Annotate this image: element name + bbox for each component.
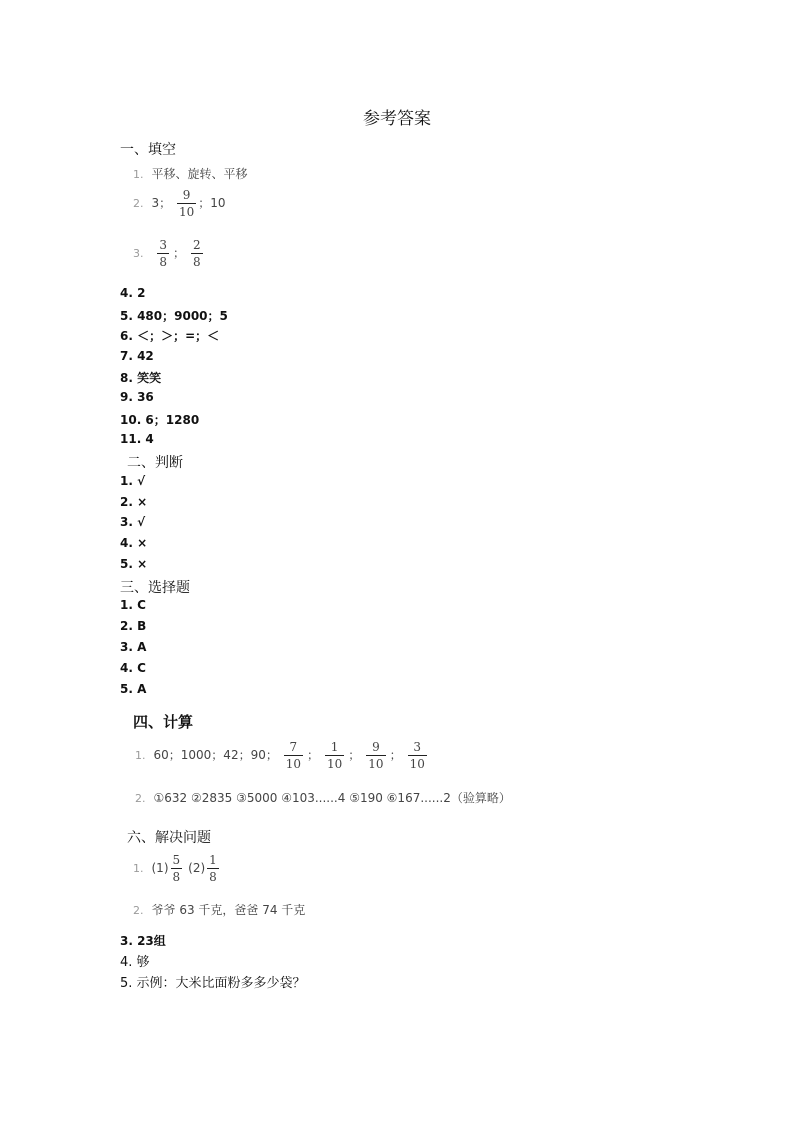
item-number: 3. bbox=[133, 247, 144, 260]
page-title: 参考答案 bbox=[363, 109, 431, 129]
denominator: 10 bbox=[409, 757, 425, 771]
item-number: 2. bbox=[133, 197, 144, 210]
separator: ； bbox=[306, 748, 319, 762]
item-text: (1) bbox=[151, 861, 169, 875]
fill-blank-item-9: 9. 36 bbox=[120, 390, 154, 404]
fraction bbox=[366, 740, 385, 771]
section-heading-judge: 二、判断 bbox=[127, 455, 183, 471]
fill-blank-item-11: 11. 4 bbox=[120, 432, 154, 446]
item-number: 1. bbox=[133, 168, 144, 181]
fill-blank-item-6: 6. ＜；＞；=；＜ bbox=[120, 329, 220, 343]
denominator: 10 bbox=[178, 205, 195, 219]
numerator: 1 bbox=[209, 853, 217, 867]
numerator: 3 bbox=[413, 740, 422, 754]
judge-item-4: 4. × bbox=[120, 536, 148, 550]
denominator: 10 bbox=[368, 757, 384, 771]
choice-item-3: 3. A bbox=[120, 640, 147, 654]
judge-item-1: 1. √ bbox=[120, 474, 146, 488]
numerator: 1 bbox=[330, 740, 339, 754]
section-heading-calculate: 四、计算 bbox=[133, 713, 194, 731]
solve-item-4: 4. 够 bbox=[120, 955, 150, 970]
separator: ； bbox=[348, 748, 361, 762]
numerator: 2 bbox=[192, 238, 201, 252]
fraction bbox=[284, 740, 303, 771]
item-text: ；10 bbox=[198, 196, 226, 210]
item-number: 2. bbox=[133, 904, 144, 917]
separator: ； bbox=[389, 748, 402, 762]
calculate-item-2 bbox=[135, 789, 511, 806]
numerator: 3 bbox=[159, 238, 167, 252]
fraction bbox=[408, 740, 427, 771]
item-text: 爷爷 63 千克，爸爸 74 千克 bbox=[151, 903, 306, 917]
fill-blank-item-1 bbox=[133, 165, 248, 182]
fraction bbox=[177, 188, 196, 219]
numerator: 5 bbox=[172, 853, 181, 867]
fill-blank-item-4: 4. 2 bbox=[120, 286, 146, 300]
fraction bbox=[157, 238, 169, 269]
section-heading-fill-blank: 一、填空 bbox=[120, 142, 176, 158]
fraction bbox=[191, 238, 203, 269]
fill-blank-item-10: 10. 6；1280 bbox=[120, 413, 200, 427]
item-text: ①632 ②2835 ③5000 ④103......4 ⑤190 ⑥167......2（验算略） bbox=[153, 791, 511, 805]
separator: ； bbox=[172, 246, 185, 260]
denominator: 10 bbox=[326, 757, 343, 771]
fraction bbox=[207, 853, 219, 884]
solve-item-1 bbox=[133, 853, 221, 884]
judge-item-5: 5. × bbox=[120, 557, 148, 571]
numerator: 9 bbox=[182, 188, 191, 202]
numerator: 9 bbox=[372, 740, 380, 754]
fill-blank-item-2 bbox=[133, 188, 226, 219]
denominator: 8 bbox=[172, 870, 181, 884]
fill-blank-item-8: 8. 笑笑 bbox=[120, 371, 162, 385]
fraction bbox=[171, 853, 183, 884]
fraction bbox=[325, 740, 344, 771]
fill-blank-item-3 bbox=[133, 238, 205, 269]
item-text: 平移、旋转、平移 bbox=[151, 167, 248, 181]
section-heading-solve-problems: 六、解决问题 bbox=[127, 830, 211, 846]
choice-item-1: 1. C bbox=[120, 598, 146, 612]
numerator: 7 bbox=[289, 740, 298, 754]
item-number: 2. bbox=[135, 792, 146, 805]
fill-blank-item-7: 7. 42 bbox=[120, 349, 154, 363]
denominator: 8 bbox=[192, 255, 201, 269]
solve-item-3: 3. 23组 bbox=[120, 934, 166, 948]
choice-item-2: 2. B bbox=[120, 619, 147, 633]
denominator: 8 bbox=[209, 870, 217, 884]
denominator: 10 bbox=[285, 757, 301, 771]
calculate-item-1 bbox=[135, 740, 429, 771]
denominator: 8 bbox=[159, 255, 167, 269]
item-text: (2) bbox=[188, 861, 206, 875]
solve-item-2 bbox=[133, 901, 305, 918]
choice-item-5: 5. A bbox=[120, 682, 147, 696]
solve-item-5: 5. 示例：大米比面粉多多少袋？ bbox=[120, 976, 306, 991]
item-text: 3； bbox=[151, 196, 172, 210]
item-number: 1. bbox=[133, 862, 144, 875]
choice-item-4: 4. C bbox=[120, 661, 146, 675]
judge-item-2: 2. × bbox=[120, 495, 148, 509]
fill-blank-item-5: 5. 480；9000；5 bbox=[120, 309, 228, 323]
section-heading-choice: 三、选择题 bbox=[120, 580, 190, 596]
judge-item-3: 3. √ bbox=[120, 515, 146, 529]
item-text: 60；1000；42；90； bbox=[153, 748, 278, 762]
item-number: 1. bbox=[135, 749, 146, 762]
